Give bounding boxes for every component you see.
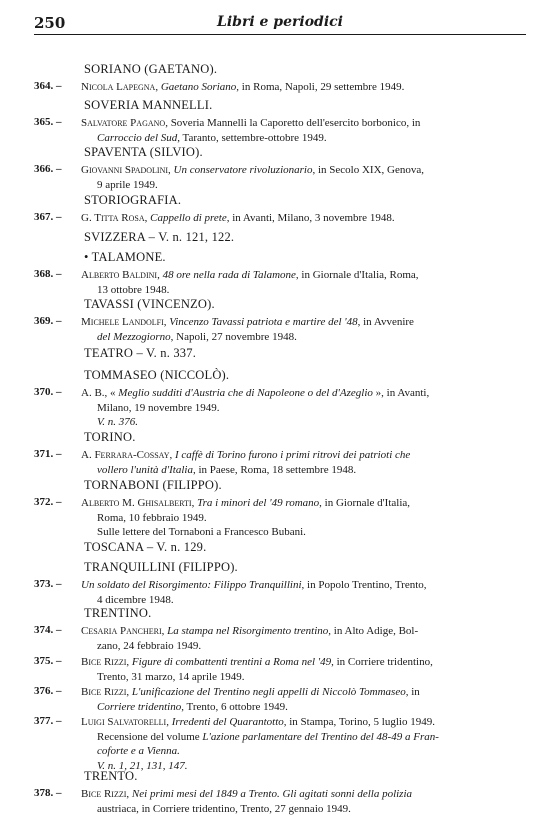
entry-author: Luigi Salvatorelli (81, 716, 167, 728)
entry-line (81, 131, 520, 146)
entry-number: 372. – (34, 496, 62, 508)
section-heading: SOVERIA MANNELLI. (84, 98, 213, 112)
entry-line (81, 744, 520, 759)
section-heading: TORINO. (84, 430, 136, 444)
entry-text-plain: 4 dicembre 1948. (97, 593, 174, 606)
entry-text (81, 496, 520, 540)
section-heading: TORNABONI (FILIPPO). (84, 478, 222, 492)
entry-number: 368. – (34, 268, 62, 280)
section-heading: TEATRO – V. n. 337. (84, 346, 197, 360)
entry-author: Nicola Lapegna (81, 81, 156, 93)
entry-source: , Taranto, settembre-ottobre 1949. (177, 131, 327, 144)
entry-number: 376. – (34, 685, 62, 697)
entry-line (81, 624, 520, 639)
entry-line (81, 511, 520, 526)
entry-number: 369. – (34, 315, 62, 327)
section-heading: TRANQUILLINI (FILIPPO). (84, 560, 238, 574)
entry-author: Bice Rizzi (81, 656, 127, 668)
entry-line (81, 463, 520, 478)
page-number: 250 (34, 14, 66, 32)
entry-title: del Mezzogiorno (97, 330, 171, 343)
running-title: Libri e periodici (217, 14, 343, 30)
entry-line (81, 211, 520, 226)
entry-source: , in Avvenire (357, 316, 414, 328)
entry-line (81, 802, 520, 817)
entry-author: A. Ferrara-Cossay (81, 449, 170, 461)
entry-title: L'azione parlamentare del Trentino del 48-49 a Fran- (202, 730, 439, 743)
entry-line (81, 330, 520, 345)
entry-title: Carroccio del Sud (97, 131, 178, 144)
entry-number: 371. – (34, 448, 62, 460)
entry-text (81, 655, 520, 684)
entry-line (81, 700, 520, 715)
entry-title: Meglio sudditi d'Austria che di Napoleone o del d'Azeglio (118, 387, 373, 399)
section-heading: • TALAMONE. (84, 250, 166, 264)
entry-number: 375. – (34, 655, 62, 667)
entry-text-plain: Trento, 31 marzo, 14 aprile 1949. (97, 670, 245, 683)
entry-text (81, 578, 520, 607)
section-heading: TOSCANA – V. n. 129. (84, 540, 207, 554)
entry-text (81, 715, 520, 773)
entry-title: coforte e a Vienna. (97, 745, 180, 757)
entry-author: Cesaria Pancheri (81, 625, 162, 637)
entry-text-plain: , (166, 716, 172, 728)
entry-line (81, 415, 520, 430)
entry-title: vollero l'unità d'Italia (97, 463, 193, 476)
entry-title: 48 ore nella rada di Talamone (162, 269, 296, 281)
entry-line (81, 670, 520, 685)
section-heading: SORIANO (GAETANO). (84, 62, 218, 76)
entry-author: Bice Rizzi (81, 686, 127, 698)
entry-text-plain: Recensione del volume (97, 730, 203, 743)
entry-source: , in Secolo XIX, Genova, (312, 164, 424, 176)
entry-text (81, 268, 520, 297)
section-heading: TRENTINO. (84, 606, 152, 620)
entry-author: Michele Landolfi (81, 316, 164, 328)
entry-text (81, 315, 520, 344)
entry-title: Un soldato del Risorgimento: Filippo Tranquillini (81, 579, 302, 591)
entry-line (81, 715, 520, 730)
entry-line (81, 593, 520, 608)
entry-text-plain: , (157, 269, 163, 281)
entry-text-plain: , (144, 212, 151, 224)
entry-number: 378. – (34, 787, 62, 799)
entry-line (81, 655, 520, 670)
page-header (34, 12, 526, 35)
entry-source: , in Corriere tridentino, Trento, 27 gennaio 1949. (136, 802, 351, 815)
entry-line (81, 787, 520, 802)
entry-number: 367. – (34, 211, 62, 223)
entry-number: 364. – (34, 80, 62, 92)
entry-source: , in Paese, Roma, 18 settembre 1948. (192, 463, 357, 476)
entry-source: , in Roma, Napoli, 29 settembre 1949. (236, 81, 405, 93)
section-heading: TRENTO. (84, 769, 138, 783)
entry-line (81, 496, 520, 511)
entry-author: A. B. (81, 387, 105, 399)
section-heading: TOMMASEO (NICCOLÒ). (84, 368, 230, 382)
entry-text-plain: , (155, 81, 161, 93)
entry-title: Tra i minori del '49 romano (197, 497, 320, 509)
entry-author: Bice Rizzi (81, 788, 127, 800)
entry-source: , in Giornale d'Italia, (319, 497, 411, 509)
entry-line (81, 268, 520, 283)
entry-title: Vincenzo Tavassi patriota e martire del '48 (169, 316, 358, 328)
entry-line (81, 525, 520, 540)
entry-text-plain: Sulle lettere del Tornaboni a Francesco Bubani. (97, 526, 306, 538)
entry-title: Figure di combattenti trentini a Roma nel '49 (131, 656, 332, 668)
entry-source: , in Giornale d'Italia, Roma, (295, 269, 419, 281)
section-heading: SPAVENTA (SILVIO). (84, 145, 203, 159)
entry-source: , in Avanti, Milano, 3 novembre 1948. (226, 212, 395, 224)
entry-line (81, 578, 520, 593)
entry-title: La stampa nel Risorgimento trentino (167, 625, 329, 637)
entry-line (81, 685, 520, 700)
entry-line (81, 401, 520, 416)
entry-text (81, 163, 520, 192)
entry-text-plain: , (169, 449, 176, 461)
entry-text (81, 787, 520, 816)
entry-text-plain: , (126, 686, 132, 698)
entry-author: Alberto M. Ghisalberti (81, 497, 192, 509)
entry-line (81, 448, 520, 463)
entry-author: Giovanni Spadolini (81, 164, 169, 176)
entry-text-plain: , (161, 625, 168, 637)
entry-text (81, 448, 520, 477)
entry-line (81, 116, 520, 131)
entry-line (81, 80, 520, 95)
entry-text-plain: , « (104, 387, 119, 399)
entry-line (81, 178, 520, 193)
entry-text-plain: Milano, 19 novembre 1949. (97, 401, 220, 414)
entry-source: , Trento, 6 ottobre 1949. (181, 700, 288, 713)
entry-source: , in Popolo Trentino, Trento, (301, 579, 427, 591)
entry-text (81, 211, 520, 226)
entry-text-plain: , (163, 316, 170, 328)
entry-title: V. n. 376. (97, 416, 139, 428)
entry-number: 374. – (34, 624, 62, 636)
entry-source: , in Corriere tridentino, (331, 656, 433, 668)
entry-title: Cappello di prete (150, 212, 227, 224)
section-heading: SVIZZERA – V. n. 121, 122. (84, 230, 235, 244)
entry-number: 370. – (34, 386, 62, 398)
entry-title: Irredenti del Quarantotto (171, 716, 284, 728)
entry-title: Corriere tridentino (97, 700, 182, 713)
entry-line (81, 283, 520, 298)
entry-number: 373. – (34, 578, 62, 590)
entry-text-plain: 13 ottobre 1948. (97, 283, 170, 296)
entry-number: 366. – (34, 163, 62, 175)
entry-line (81, 315, 520, 330)
entry-text-plain: 9 aprile 1949. (97, 178, 158, 191)
entry-source: , in Alto Adige, Bol- (328, 625, 419, 637)
entry-author: Alberto Baldini (81, 269, 158, 281)
entry-author: G. Titta Rosa (81, 212, 145, 224)
entry-source: , Napoli, 27 novembre 1948. (170, 330, 297, 343)
entry-title: Gaetano Soriano (160, 81, 237, 93)
entry-number: 365. – (34, 116, 62, 128)
entry-text-plain: , (126, 788, 132, 800)
entry-title: I caffè di Torino furono i primi ritrovi dei patrioti che (175, 449, 411, 461)
section-heading: STORIOGRAFIA. (84, 193, 182, 207)
entry-title: Un conservatore rivoluzionario (173, 164, 313, 176)
entry-text-plain: zano, 24 febbraio 1949. (97, 639, 202, 652)
entry-text (81, 386, 520, 430)
entry-source: , in Stampa, Torino, 5 luglio 1949. (283, 716, 435, 728)
entry-text-plain: Roma, 10 febbraio 1949. (97, 511, 207, 524)
entry-number: 377. – (34, 715, 62, 727)
section-heading: TAVASSI (VINCENZO). (84, 297, 215, 311)
entry-text (81, 685, 520, 714)
entry-text (81, 116, 520, 145)
entry-source: », in Avanti, (372, 387, 430, 399)
entry-text (81, 80, 520, 95)
entry-author: Salvatore Pagano (81, 117, 166, 129)
entry-text-plain: , (168, 164, 174, 176)
entry-text-plain: , (191, 497, 198, 509)
entry-line (81, 730, 520, 745)
entry-line (81, 759, 520, 774)
entry-title: V. n. 1, 21, 131, 147. (97, 759, 188, 772)
entry-line (81, 163, 520, 178)
entry-text-plain: austriaca (97, 802, 137, 815)
entry-source: , in (405, 686, 420, 698)
entry-text-plain: , (126, 656, 132, 668)
entry-line (81, 639, 520, 654)
entry-line (81, 386, 520, 401)
entry-title: Nei primi mesi del 1849 a Trento. Gli agitati sonni della polizia (131, 788, 413, 800)
entry-title: L'unificazione del Trentino negli appelli di Niccolò Tommaseo (131, 686, 406, 698)
entry-text-plain: , Soveria Mannelli la Caporetto dell'esercito borbonico, in (165, 117, 421, 129)
entry-text (81, 624, 520, 653)
